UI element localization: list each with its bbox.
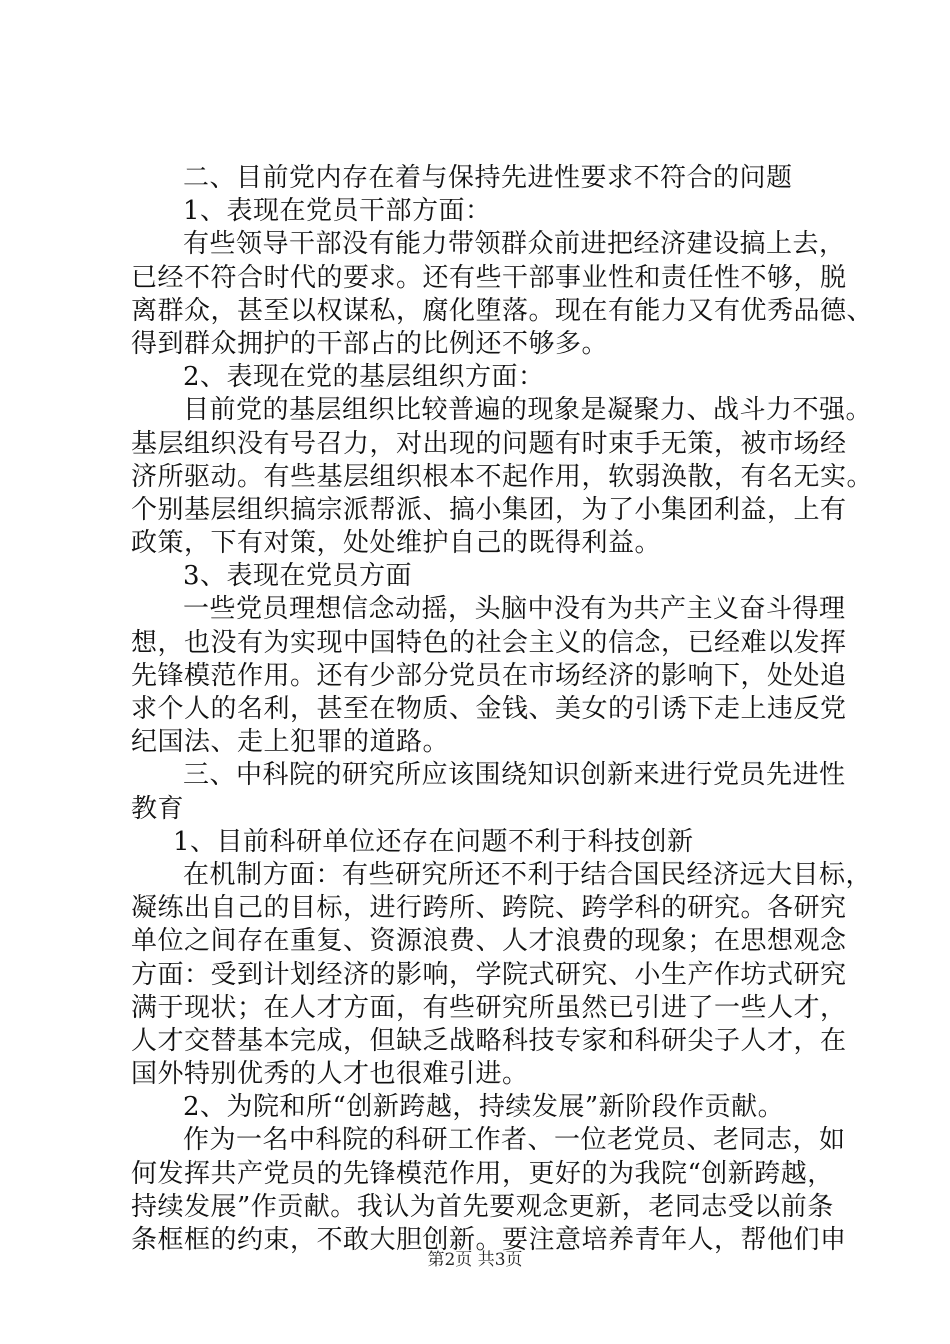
text-line: 想，也没有为实现中国特色的社会主义的信念，已经难以发挥 [131,627,847,658]
text-line: 2、表现在党的基层组织方面： [183,362,545,393]
text-line: 目前党的基层组织比较普遍的现象是凝聚力、战斗力不强。 [183,395,873,426]
text-line: 2、为院和所“创新跨越，持续发展”新阶段作贡献。 [183,1092,785,1123]
text-line: 教育 [131,793,185,824]
text-line: 凝练出自己的目标，进行跨所、跨院、跨学科的研究。各研究 [131,893,847,924]
text-line: 3、表现在党员方面 [183,561,413,592]
text-line: 先锋模范作用。还有少部分党员在市场经济的影响下，处处追 [131,660,847,691]
page-footer: 第2页 共3页 [427,1250,523,1270]
text-line: 作为一名中科院的科研工作者、一位老党员、老同志，如 [183,1125,846,1156]
text-line: 在机制方面：有些研究所还不利于结合国民经济远大目标， [183,859,873,890]
text-line: 政策，下有对策，处处维护自己的既得利益。 [131,528,662,559]
document-body [131,162,874,1257]
text-line: 一些党员理想信念动摇，头脑中没有为共产主义奋斗得理 [183,594,846,625]
text-line: 条框框的约束，不敢大胆创新。要注意培养青年人，帮他们申 [131,1225,847,1255]
text-line: 满于现状；在人才方面，有些研究所虽然已引进了一些人才， [131,992,847,1023]
text-line: 1、表现在党员干部方面： [183,196,492,227]
text-line: 已经不符合时代的要求。还有些干部事业性和责任性不够，脱 [131,262,847,293]
text-line: 离群众，甚至以权谋私，腐化堕落。现在有能力又有优秀品德、 [131,295,874,326]
text-line: 方面：受到计划经济的影响，学院式研究、小生产作坊式研究 [131,959,847,990]
text-line: 国外特别优秀的人才也很难引进。 [131,1059,529,1090]
text-line: 1、目前科研单位还存在问题不利于科技创新 [173,826,694,857]
text-line: 得到群众拥护的干部占的比例还不够多。 [131,328,609,359]
text-line: 有些领导干部没有能力带领群众前进把经济建设搞上去， [183,229,846,260]
text-line: 求个人的名利，甚至在物质、金钱、美女的引诱下走上违反党 [131,694,847,724]
text-line: 基层组织没有号召力，对出现的问题有时束手无策，被市场经 [131,428,847,459]
text-line: 何发挥共产党员的先锋模范作用，更好的为我院“创新跨越， [131,1158,834,1189]
text-line: 人才交替基本完成，但缺乏战略科技专家和科研尖子人才，在 [131,1025,847,1056]
text-line: 三、中科院的研究所应该围绕知识创新来进行党员先进性 [183,760,846,791]
text-line: 二、目前党内存在着与保持先进性要求不符合的问题 [183,163,793,193]
text-line: 持续发展”作贡献。我认为首先要观念更新，老同志受以前条 [131,1191,834,1222]
text-line: 济所驱动。有些基层组织根本不起作用，软弱涣散，有名无实。 [131,461,874,492]
text-line: 单位之间存在重复、资源浪费、人才浪费的现象；在思想观念 [131,926,847,957]
text-line: 纪国法、走上犯罪的道路。 [131,727,450,758]
text-line: 个别基层组织搞宗派帮派、搞小集团，为了小集团利益，上有 [131,494,847,525]
